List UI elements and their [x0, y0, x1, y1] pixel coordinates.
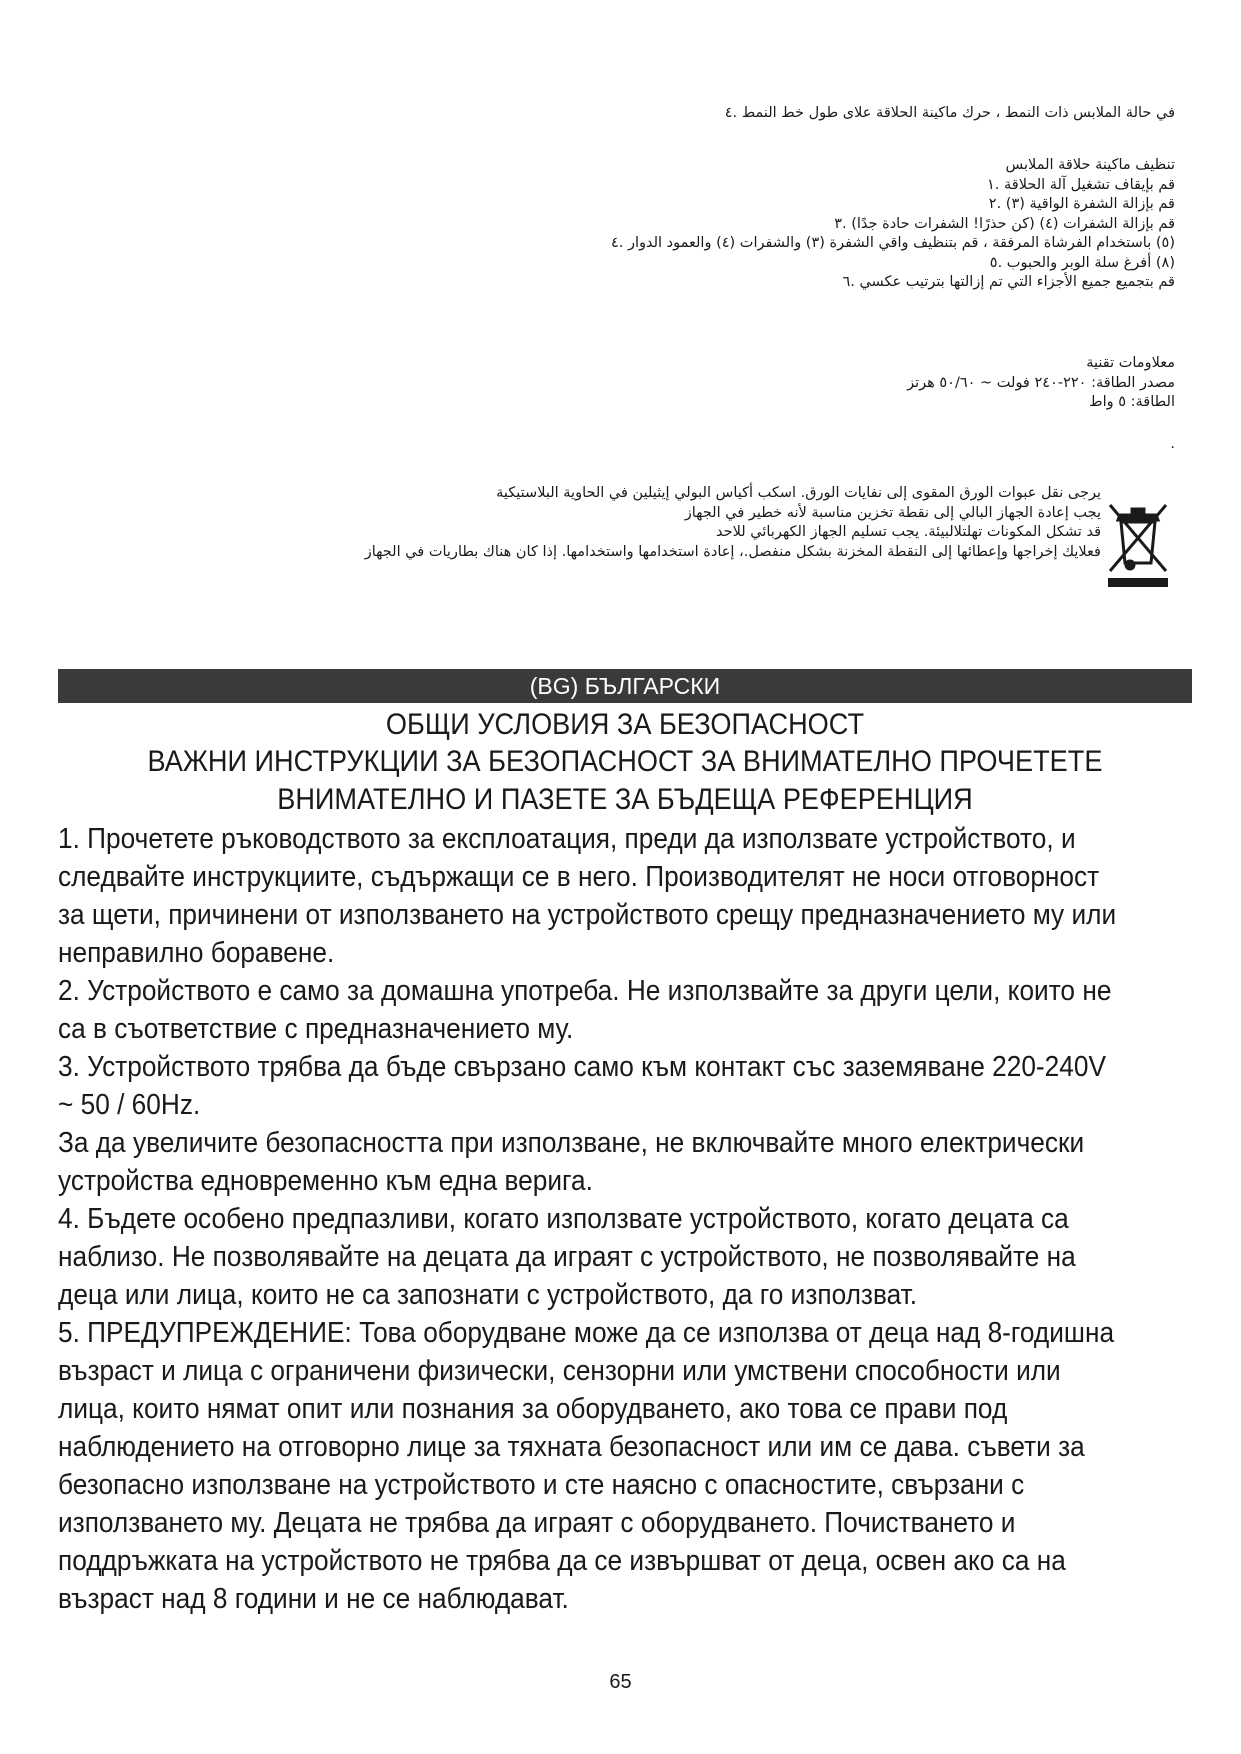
instruction-paragraph: 1. Прочетете ръководството за експлоатация, преди да използвате устройството, и следвайте инструкциите, съдържащи се в него. Производителят не носи отговорност за щети, причинени от използването на устройството срещу предназначението му или неправилно боравене. [58, 823, 1117, 969]
arabic-cleaning-step: قم بإزالة الشفرة الواقية (٣) .٢ [988, 196, 1175, 212]
arabic-recycle-line: قد تشكل المكونات تهلتلالبيئة. يجب تسليم الجهاز الكهربائي للاحد [716, 524, 1101, 540]
crossed-out-wheelie-bin-icon [1104, 499, 1172, 589]
arabic-cleaning-step: قم بتجميع جميع الأجزاء التي تم إزالتها بترتيب عكسي .٦ [842, 274, 1175, 290]
arabic-dot-text: . [1170, 436, 1175, 452]
instruction-paragraph: За да увеличите безопасността при използване, не включвайте много електрически устройства едновременно към една верига. [58, 1127, 1085, 1197]
arabic-technical-data [907, 354, 1175, 413]
arabic-text-line: في حالة الملابس ذات النمط ، حرك ماكينة الحلاقة علاى طول خط النمط .٤ [724, 105, 1175, 121]
instruction-paragraph: 3. Устройството трябва да бъде свързано само към контакт със заземяване 220-240V ~ 50 / 60Hz. [58, 1051, 1106, 1121]
arabic-recycle-line: فعلايك إخراجها وإعطائها إلى النقطة المخزنة بشكل منفصل.، إعادة استخدامها واستخدامها. إذا كان هناك بطاريات في الجهاز [364, 543, 1101, 560]
safety-subheading-continued: ВНИМАТЕЛНО И ПАЗЕТЕ ЗА БЪДЕЩА РЕФЕРЕНЦИЯ [277, 783, 973, 816]
arabic-cleaning-step: (٥) باستخدام الفرشاة المرفقة ، قم بتنظيف واقي الشفرة (٣) والشفرات (٤) والعمود الدوار .٤ [610, 235, 1175, 251]
arabic-cleaning-step: قم بإيقاف تشغيل آلة الحلاقة .١ [986, 176, 1175, 193]
instruction-paragraph: 4. Бъдете особено предпазливи, когато използвате устройството, когато децата са наблизо. Не позволявайте на децата да играят с устройството, не позволявайте на деца или лица, които не са запознати с устройството, да го използват. [58, 1203, 1076, 1311]
arabic-cleaning-step: (٨) أفرغ سلة الوبر والحبوب .٥ [989, 254, 1175, 271]
language-banner: (BG) БЪЛГАРСКИ [58, 669, 1192, 703]
safety-heading: ОБЩИ УСЛОВИЯ ЗА БЕЗОПАСНОСТ [385, 708, 865, 741]
arabic-recycle-line: يرجى نقل عبوات الورق المقوى إلى نفايات الورق. اسكب أكياس البولي إيثيلين في الحاوية البلاستيكية [496, 485, 1101, 501]
arabic-cleaning-title: تنظيف ماكينة حلاقة الملابس [1005, 157, 1175, 173]
page-number: 65 [609, 1671, 632, 1693]
arabic-recycle-line: يجب إعادة الجهاز البالي إلى نقطة تخزين مناسبة لأنه خطير في الجهاز [684, 504, 1101, 521]
safety-subheading: ВАЖНИ ИНСТРУКЦИИ ЗА БЕЗОПАСНОСТ ЗА ВНИМАТЕЛНО ПРОЧЕТЕТЕ [147, 745, 1103, 778]
instruction-paragraph: 5. ПРЕДУПРЕЖДЕНИЕ: Това оборудване може да се използва от деца над 8-годишна възраст и лица с ограничени физически, сензорни или умствени способности или лица, които нямат опит или познания за оборудването, ако това се прави под наблюдението на отговорно лице за тяхната безопасност или им се дава. съвети за безопасно използване на устройството и сте наясно с опасностите, свързани с използването му. Децата не трябва да играят с оборудването. Почистването и поддръжката на устройството не трябва да се извършват от деца, освен ако са на възраст над 8 години и не се наблюдават. [58, 1317, 1115, 1615]
arabic-dot [1170, 435, 1175, 455]
instruction-paragraph: 2. Устройството е само за домашна употреба. Не използвайте за други цели, които не са в съответствие с предназначението му. [58, 975, 1112, 1045]
arabic-pattern-instruction [725, 104, 1175, 124]
arabic-tech-power: الطاقة: ٥ واط [1089, 394, 1175, 410]
arabic-cleaning-step: قم بإزالة الشفرات (٤) (كن حذرًا! الشفرات حادة جدًا) .٣ [834, 215, 1175, 232]
arabic-tech-title: معلاومات تقنية [1086, 355, 1175, 371]
safety-instructions-body [58, 820, 1126, 1618]
arabic-cleaning-section [611, 156, 1175, 293]
arabic-tech-power-source: مصدر الطاقة: ٢٢٠-٢٤٠ فولت ~ ٥٠/٦٠ هرتز [907, 374, 1175, 391]
arabic-recycling-notice [365, 484, 1101, 562]
